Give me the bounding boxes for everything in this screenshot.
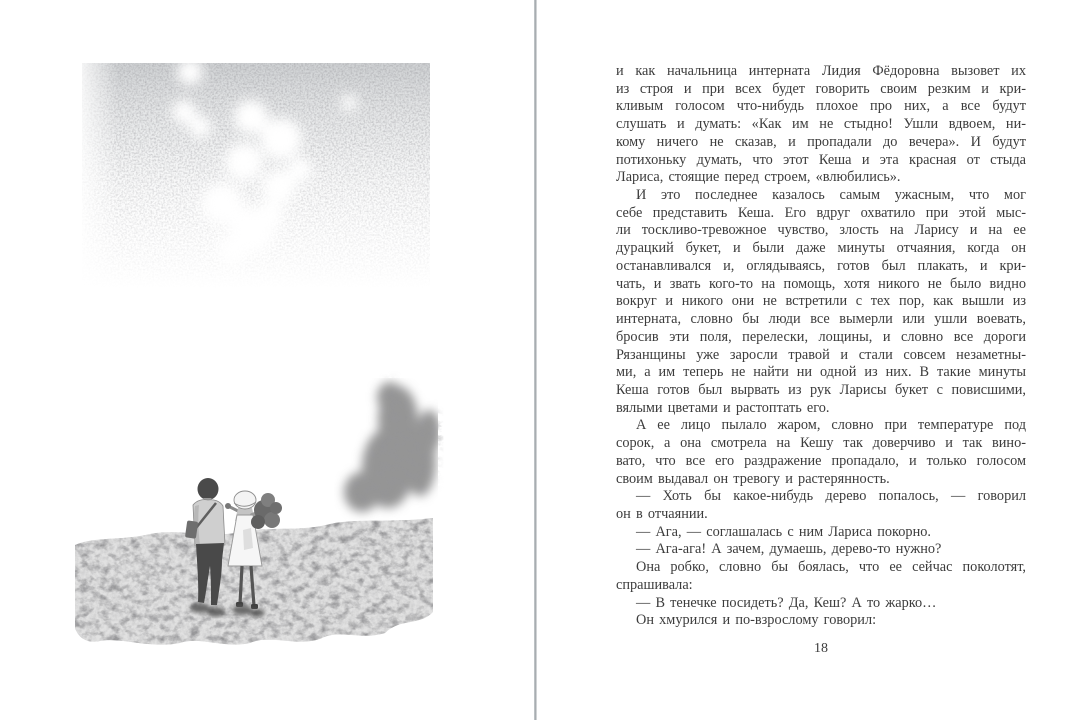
text-line-2: из строя и при всех будет говорить своим резким и кри- [616,80,1026,97]
clouds-illustration [82,63,430,288]
text-line-12: останавливался и, оглядываясь, готов был плакать, и кри- [616,257,1026,274]
text-line-21: А ее лицо пылало жаром, словно при температуре под [636,417,1026,434]
page-number: 18 [814,641,828,656]
page-right [538,0,1071,720]
text-block [616,63,1026,630]
bushes [330,378,438,538]
text-line-6: потихоньку думать, что этот Кеша и эта красная от стыда [616,151,1026,168]
text-line-10: ли тоскливо-тревожное чувство, злость на Ларису и на ее [616,222,1026,239]
text-line-24: своим выдавал он тревогу и растерянность. [616,470,890,487]
left-page-illustration [0,0,535,720]
text-line-15: интерната, словно бы люди все вымерли или ушли воевать, [616,311,1026,328]
text-line-4: слушать и думать: «Как им не стыдно! Ушли вдвоем, ни- [616,116,1026,133]
text-line-29: Она робко, словно бы боялась, что ее сейчас поколотят, [636,559,1026,576]
text-line-23: вато, что все его раздражение пропадало, и только голосом [616,452,1026,469]
page-left [0,0,535,720]
text-line-17: Рязанщины уже заросли травой и стали совсем незаметны- [616,346,1026,363]
text-line-27: — Ага, — соглашалась с ним Лариса покорно. [636,523,931,540]
text-line-20: вялыми цветами и растоптать его. [616,399,830,416]
text-line-28: — Ага-ага! А зачем, думаешь, дерево-то нужно? [636,541,942,558]
book-gutter [534,0,537,720]
text-line-16: бросив эти поля, перелески, лощины, и словно все дороги [616,328,1026,345]
text-line-22: сорок, а она смотрела на Кешу так доверчиво и так вино- [616,435,1026,452]
text-line-26: он в отчаянии. [616,505,708,522]
text-line-14: вокруг и никого они не встретили с тех пор, как вышли из [616,293,1026,310]
text-line-30: спрашивала: [616,576,693,593]
text-line-25: — Хоть бы какое-нибудь дерево попалось, — говорил [636,488,1026,505]
text-line-8: И это последнее казалось самым ужасным, что мог [636,187,1026,204]
text-line-13: чать, и звать кого-то на помощь, хотя никого не было видно [616,275,1026,292]
text-line-18: ми, а им теперь не найти ни одной из них. В такие минуты [616,364,1026,381]
text-line-19: Кеша готов был вырвать из рук Ларисы букет с повисшими, [616,381,1026,398]
text-line-5: кому ничего не сказав, и пропадали до вечера». И будут [616,133,1026,150]
text-line-32: Он хмурился и по-взрослому говорил: [636,612,877,629]
text-line-7: Лариса, стоящие перед строем, «влюбились». [616,169,901,186]
text-line-11: дурацкий букет, и были даже минуты отчаяния, когда он [616,240,1026,257]
text-line-1: и как начальница интерната Лидия Фёдоровна вызовет их [616,63,1026,79]
text-line-3: кливым голосом что-нибудь плохое про них, а все будут [616,98,1026,115]
text-line-9: себе представить Кеша. Его вдруг охватило при этой мыс- [616,204,1026,221]
text-line-31: — В тенечке посидеть? Да, Кеш? А то жарко… [636,594,937,611]
